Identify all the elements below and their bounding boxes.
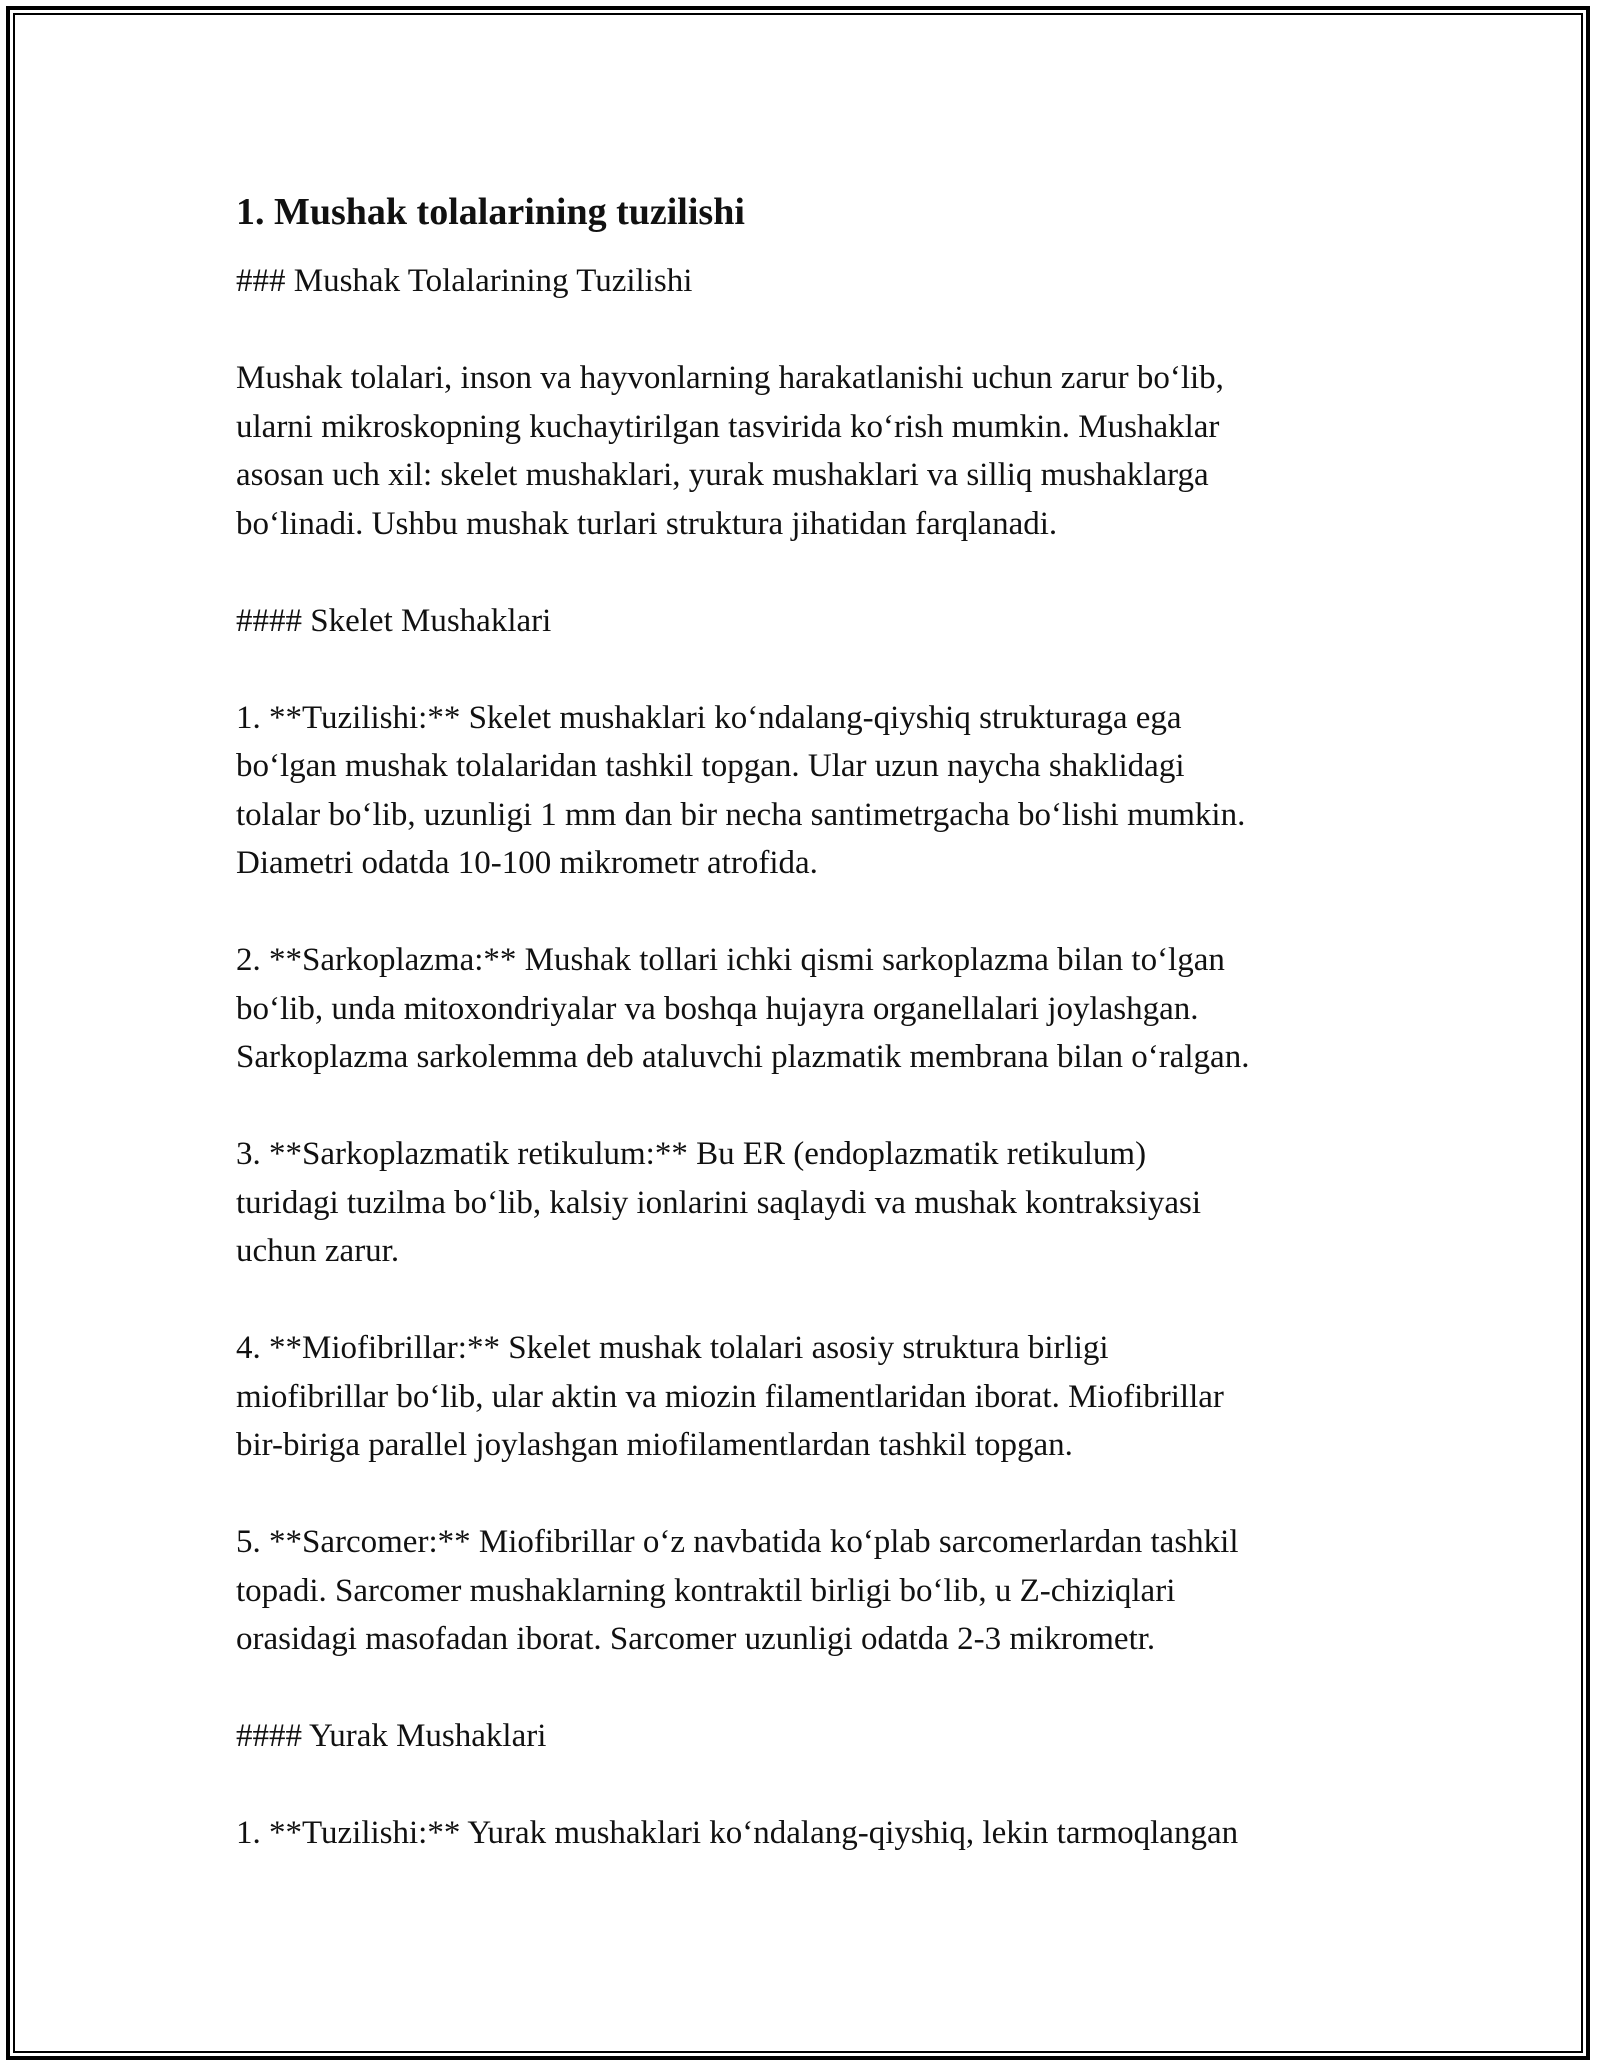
- section-heading-yurak: #### Yurak Mushaklari: [236, 1718, 547, 1754]
- section-heading-skelet: #### Skelet Mushaklari: [236, 602, 552, 639]
- subtitle-heading: ### Mushak Tolalarining Tuzilishi: [236, 263, 693, 299]
- document-body: [236, 185, 1376, 1906]
- list-item: 1. **Tuzilishi:** Skelet mushaklari ko‘ndalang-qiyshiq strukturaga ega bo‘lgan mushak tolalaridan tashkil topgan. Ular uzun naycha shaklidagi tolalar bo‘lib, uzunligi 1 mm dan bir necha santimetrgacha bo‘lishi mumkin. Diametri odatda 10-100 mikrometr atrofida.: [236, 699, 1246, 881]
- list-item: 5. **Sarcomer:** Miofibrillar o‘z navbatida ko‘plab sarcomerlardan tashkil topadi. Sarcomer mushaklarning kontraktil birligi bo‘lib, u Z-chiziqlari orasidagi masofadan iborat. Sarcomer uzunligi odatda 2-3 mikrometr.: [236, 1524, 1239, 1657]
- intro-paragraph: Mushak tolalari, inson va hayvonlarning harakatlanishi uchun zarur bo‘lib, ularni mikroskopning kuchaytirilgan tasvirida ko‘rish mumkin. Mushaklar asosan uch xil: skelet mushaklari, yurak mushaklari va silliq mushaklarga bo‘linadi. Ushbu mushak turlari struktura jihatidan farqlanadi.: [236, 360, 1224, 542]
- list-item: 2. **Sarkoplazma:** Mushak tollari ichki qismi sarkoplazma bilan to‘lgan bo‘lib, unda mitoxondriyalar va boshqa hujayra organellalari joylashgan. Sarkoplazma sarkolemma deb ataluvchi plazmatik membrana bilan o‘ralgan.: [236, 942, 1250, 1075]
- document-title: 1. Mushak tolalarining tuzilishi: [236, 191, 745, 233]
- list-item: 1. **Tuzilishi:** Yurak mushaklari ko‘ndalang-qiyshiq, lekin tarmoqlangan: [236, 1815, 1239, 1851]
- list-item: 3. **Sarkoplazmatik retikulum:** Bu ER (endoplazmatik retikulum) turidagi tuzilma bo‘lib, kalsiy ionlarini saqlaydi va mushak kontraksiyasi uchun zarur.: [236, 1136, 1202, 1269]
- list-item: 4. **Miofibrillar:** Skelet mushak tolalari asosiy struktura birligi miofibrillar bo‘lib, ular aktin va miozin filamentlaridan iborat. Miofibrillar bir-biriga parallel joylashgan miofilamentlardan tashkil topgan.: [236, 1330, 1224, 1463]
